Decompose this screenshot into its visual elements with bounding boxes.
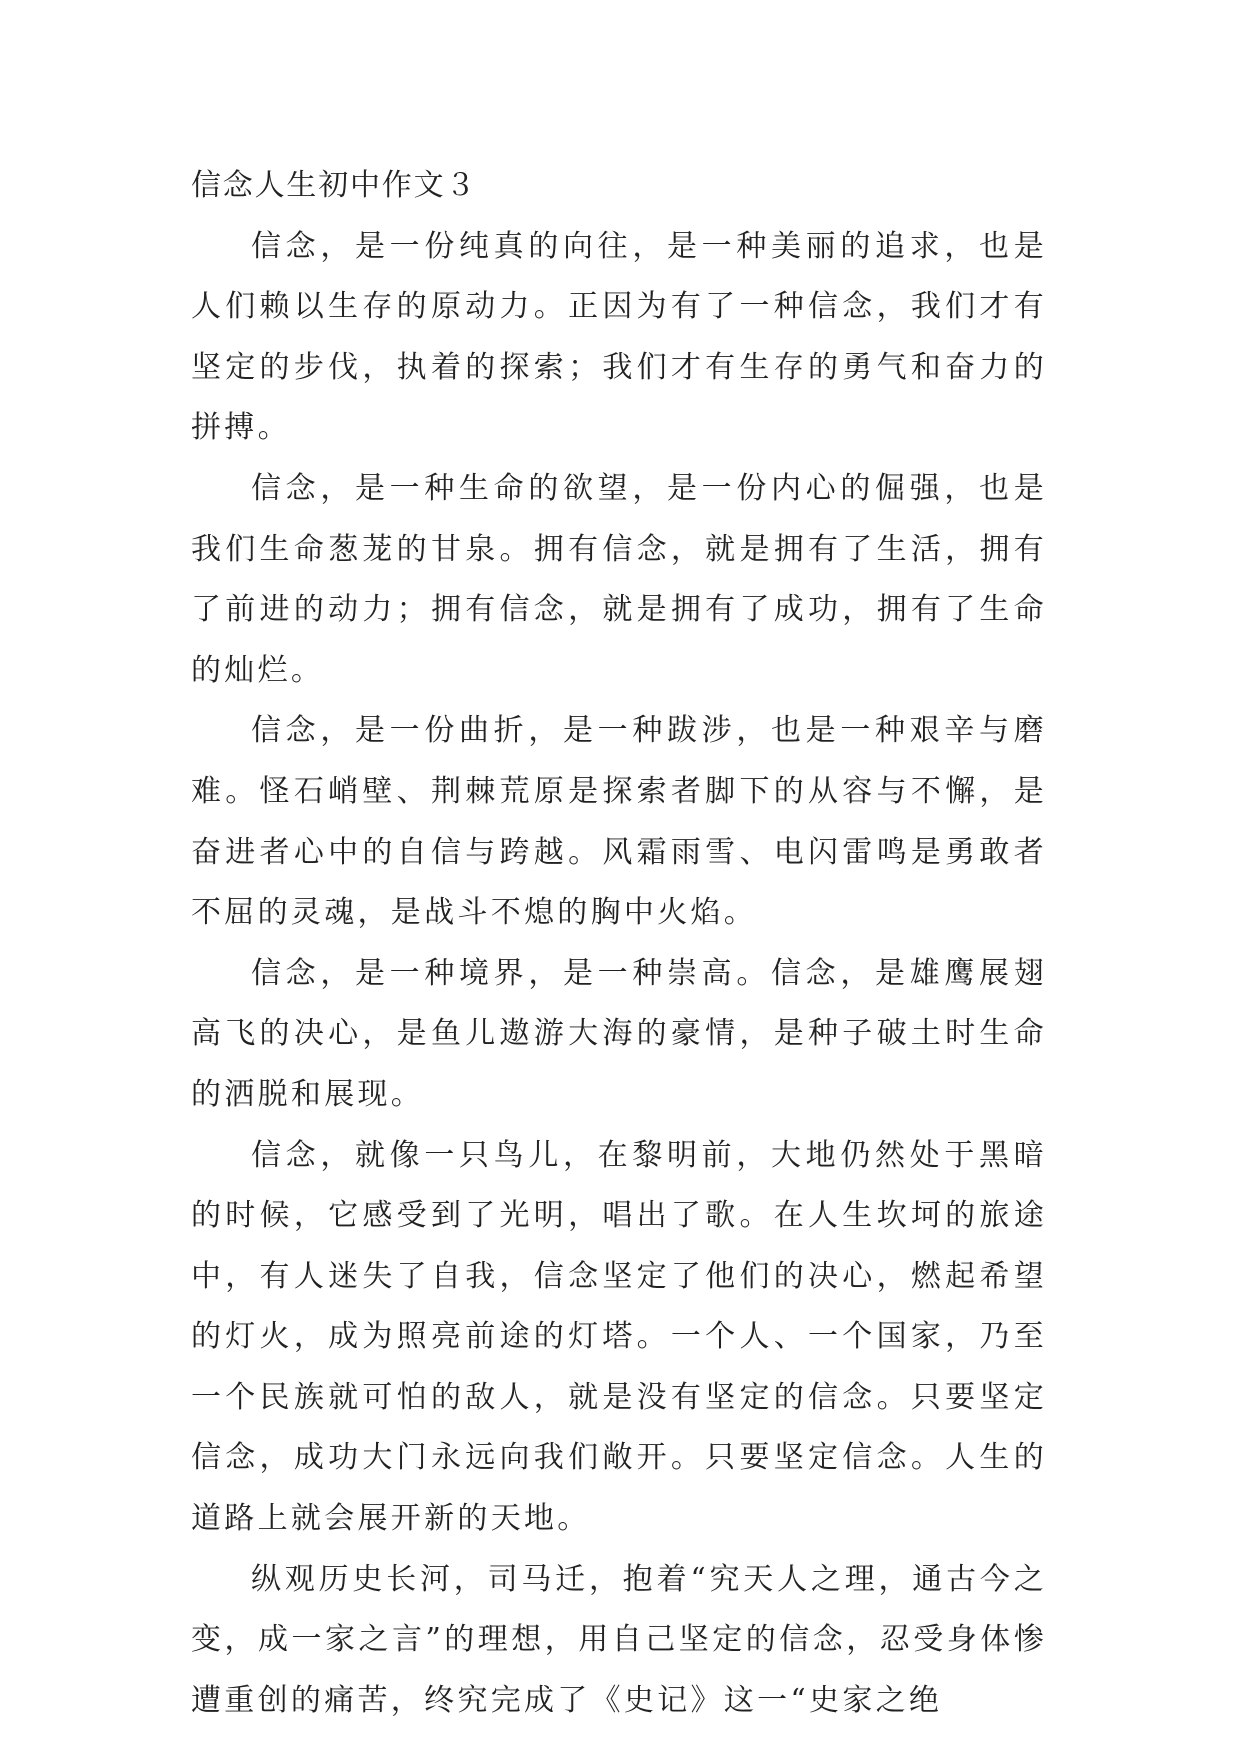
paragraph-6: 纵观历史长河，司马迁，抱着“究天人之理，通古今之变，成一家之言”的理想，用自己坚定的信念，忍受身体惨遭重创的痛苦，终究完成了《史记》这一“史家之绝 — [191, 1561, 1047, 1718]
paragraph-1: 信念，是一份纯真的向往，是一种美丽的追求，也是人们赖以生存的原动力。正因为有了一种信念，我们才有坚定的步伐，执着的探索；我们才有生存的勇气和奋力的拼搏。 — [191, 228, 1047, 446]
paragraph-3: 信念，是一份曲折，是一种跋涉，也是一种艰辛与磨难。怪石峭壁、荆棘荒原是探索者脚下的从容与不懈，是奋进者心中的自信与跨越。风霜雨雪、电闪雷鸣是勇敢者不屈的灵魂，是战斗不熄的胸中火焰。 — [191, 713, 1047, 931]
essay-body — [191, 156, 1047, 1731]
essay-title: 信念人生初中作文３ — [191, 168, 478, 203]
paragraph-4: 信念，是一种境界，是一种崇高。信念，是雄鹰展翅高飞的决心，是鱼儿遨游大海的豪情，是种子破土时生命的洒脱和展现。 — [191, 955, 1047, 1112]
paragraph-5: 信念，就像一只鸟儿，在黎明前，大地仍然处于黑暗的时候，它感受到了光明，唱出了歌。在人生坎坷的旅途中，有人迷失了自我，信念坚定了他们的决心，燃起希望的灯火，成为照亮前途的灯塔。一个人、一个国家，乃至一个民族就可怕的敌人，就是没有坚定的信念。只要坚定信念，成功大门永远向我们敞开。只要坚定信念。人生的道路上就会展开新的天地。 — [191, 1137, 1047, 1537]
paragraph-2: 信念，是一种生命的欲望，是一份内心的倔强，也是我们生命葱茏的甘泉。拥有信念，就是拥有了生活，拥有了前进的动力；拥有信念，就是拥有了成功，拥有了生命的灿烂。 — [191, 470, 1047, 688]
